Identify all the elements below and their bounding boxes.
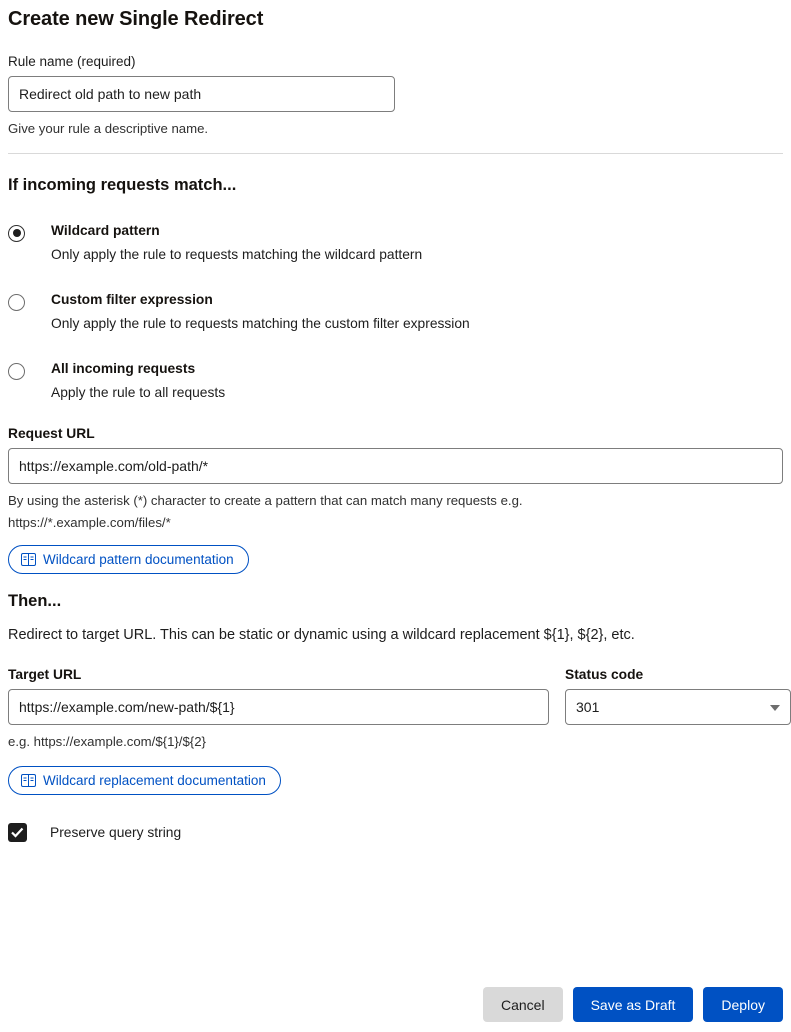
form-actions — [483, 987, 783, 1022]
radio-option-custom-filter-expression[interactable] — [8, 292, 783, 331]
target-url-label: Target URL — [8, 666, 82, 682]
target-url-input[interactable] — [8, 689, 549, 725]
radio-all-incoming-requests[interactable] — [8, 363, 25, 380]
rule-name-helper: Give your rule a descriptive name. — [8, 121, 209, 136]
target-url-helper: e.g. https://example.com/${1}/${2} — [8, 733, 206, 749]
match-section-heading: If incoming requests match... — [8, 175, 237, 194]
request-url-helper-line2: https://*.example.com/files/* — [8, 515, 171, 531]
request-url-helper-line1: By using the asterisk (*) character to create a pattern that can match many requests e.g. — [8, 493, 523, 509]
status-code-value[interactable]: 301 — [565, 689, 791, 725]
wildcard-pattern-documentation-label: Wildcard pattern documentation — [43, 551, 234, 567]
radio-wildcard-pattern-desc: Only apply the rule to requests matching the wildcard pattern — [51, 246, 423, 262]
wildcard-replacement-documentation-label: Wildcard replacement documentation — [43, 772, 266, 788]
rule-name-label: Rule name (required) — [8, 54, 136, 69]
then-section-description: Redirect to target URL. This can be static or dynamic using a wildcard replacement ${1}, ${2}, etc. — [8, 626, 635, 643]
page-title: Create new Single Redirect — [8, 8, 264, 30]
request-url-input[interactable] — [8, 448, 783, 484]
radio-all-incoming-requests-desc: Apply the rule to all requests — [51, 385, 226, 401]
status-code-label: Status code — [565, 666, 644, 682]
wildcard-pattern-documentation-link[interactable] — [8, 545, 249, 574]
save-as-draft-button[interactable]: Save as Draft — [573, 987, 694, 1022]
preserve-query-string-row[interactable] — [8, 823, 783, 842]
radio-custom-filter-expression-title: Custom filter expression — [51, 291, 213, 307]
then-section-heading: Then... — [8, 591, 62, 610]
book-icon — [21, 774, 36, 787]
radio-custom-filter-expression[interactable] — [8, 294, 25, 311]
radio-option-all-incoming-requests[interactable] — [8, 361, 783, 400]
cancel-button[interactable]: Cancel — [483, 987, 563, 1022]
book-icon — [21, 553, 36, 566]
section-divider — [8, 153, 783, 154]
radio-option-wildcard-pattern[interactable] — [8, 223, 783, 262]
rule-name-input[interactable] — [8, 76, 395, 112]
match-options-group — [8, 223, 783, 401]
deploy-button[interactable]: Deploy — [703, 987, 783, 1022]
radio-custom-filter-expression-desc: Only apply the rule to requests matching the custom filter expression — [51, 316, 470, 332]
wildcard-replacement-documentation-link[interactable] — [8, 766, 281, 795]
status-code-select[interactable] — [565, 689, 791, 725]
radio-all-incoming-requests-title: All incoming requests — [51, 361, 196, 377]
radio-wildcard-pattern-title: Wildcard pattern — [51, 222, 160, 238]
target-and-status-row — [8, 667, 783, 752]
radio-wildcard-pattern[interactable] — [8, 225, 25, 242]
preserve-query-string-checkbox[interactable] — [8, 823, 27, 842]
preserve-query-string-label: Preserve query string — [50, 824, 182, 840]
request-url-label: Request URL — [8, 426, 95, 442]
